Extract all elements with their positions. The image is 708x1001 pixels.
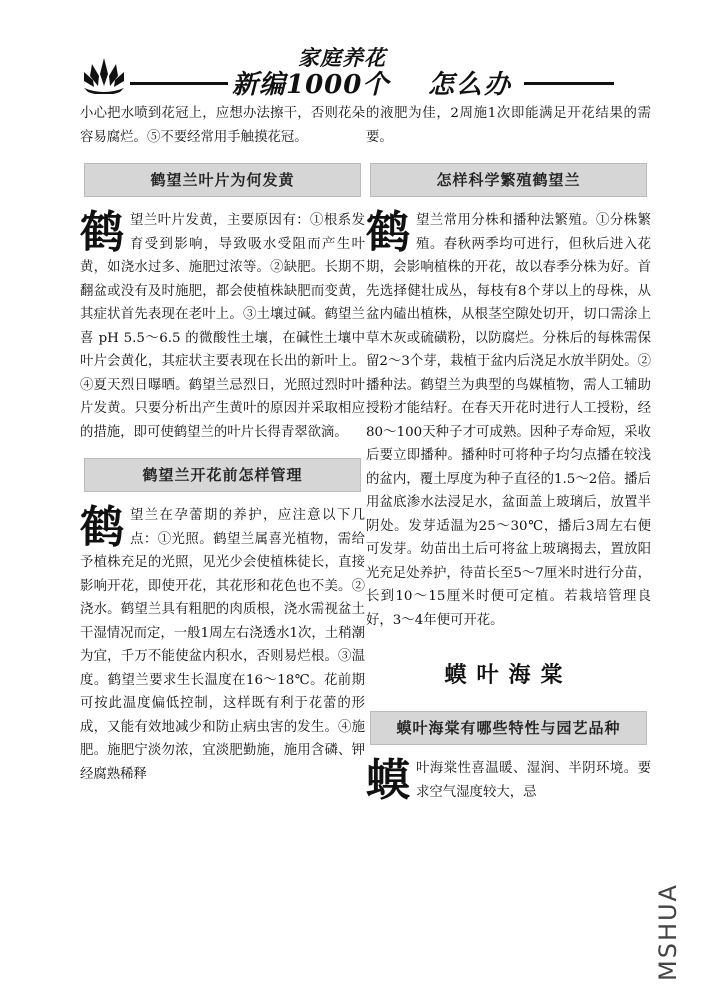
prebloom-care-text: 望兰在孕蕾期的养护，应注意以下几点：①光照。鹤望兰属喜光植物，需给予植株充足的光照，见光少会使植株徒长，直接影响开花，即使开花，其花形和花色也不美。②浇水。鹤望兰具有粗肥的肉质根，浇水需视盆土干湿情况而定，一般1周左右浇透水1次，土稍潮为宜，千万不能使盆内积水，否则易烂根。③温度。鹤望兰要求生长温度在16～18℃。花前期可按此温度偏低控制，这样既有利于花蕾的形成，又能有效地减少和防止病虫害的发生。④施肥。施肥宁淡勿浓，宜淡肥勤施，施用含磷、钾经腐熟稀释 bbox=[80, 508, 365, 782]
watermark-text: MSHUA bbox=[653, 883, 682, 981]
header-tail-title: 怎么办 bbox=[428, 70, 513, 100]
right-intro-paragraph: 的液肥为佳，2周施1次即能满足开花结果的需要。 bbox=[366, 106, 651, 145]
dropcap: 蟆 bbox=[366, 755, 410, 806]
dropcap: 鹤 bbox=[80, 207, 124, 258]
header-rule-left bbox=[130, 82, 228, 85]
prebloom-care-paragraph bbox=[80, 504, 365, 786]
left-intro-paragraph: 小心把水喷到花冠上，应想办法擦干，否则花朵容易腐烂。⑤不要经常用手触摸花冠。 bbox=[80, 106, 365, 145]
yellow-leaves-paragraph bbox=[80, 209, 365, 444]
lotus-logo-icon bbox=[80, 54, 128, 94]
section-heading-propagation: 怎样科学繁殖鹤望兰 bbox=[370, 163, 647, 197]
section-title-begonia: 蟆叶海棠 bbox=[444, 663, 573, 688]
begonia-traits-paragraph bbox=[366, 757, 651, 804]
propagation-text: 望兰常用分株和播种法繁殖。①分株繁殖。春秋两季均可进行，但秋后进入花期，会影响植株的开花，故以春季分株为好。首先选择健壮成丛，每枝有8个芽以上的母株，从盆内磕出植株，从根茎空隙处切开，切口需涂上草木灰或硫磺粉，以防腐烂。分株后的每株需保留2～3个芽，栽植于盆内后浇足水放半阴处。②播种法。鹤望兰为典型的鸟媒植物，需人工辅助授粉才能结籽。在春天开花时进行人工授粉，经80～100天种子才可成熟。因种子寿命短，采收后要立即播种。播种时可将种子均匀点播在较浅的盆内，覆土厚度为种子直径的1.5～2倍。播后用盆底渗水法浸足水，盆面盖上玻璃后，放置半阴处。发芽适温为25～30℃，播后3周左右便可发芽。幼苗出土后可将盆上玻璃揭去，置放阳光充足处养护，待苗长至5～7厘米时进行分苗，长到10～15厘米时便可定植。若栽培管理良好，3～4年便可开花。 bbox=[366, 213, 651, 628]
section-heading-begonia-traits: 蟆叶海棠有哪些特性与园艺品种 bbox=[370, 711, 647, 745]
begonia-traits-text: 叶海棠性喜温暖、湿润、半阴环境。要求空气湿度较大，忌 bbox=[416, 761, 651, 800]
section-heading-prebloom-care: 鹤望兰开花前怎样管理 bbox=[84, 458, 361, 492]
left-column bbox=[80, 102, 365, 786]
yellow-leaves-text: 望兰叶片发黄，主要原因有：①根系发育受到影响，导致吸水受阻而产生叶黄，如浇水过多、施肥过浓等。②缺肥。长期不翻盆或没有及时施肥，都会使植株缺肥而变黄，其症状首先表现在老叶上。③土壤过碱。鹤望兰喜 pH 5.5～6.5 的微酸性土壤，在碱性土壤中叶片会黄化，其症状主要表现在长出的新叶上。④夏天烈日曝晒。鹤望兰忌烈日，光照过烈时叶片发黄。只要分析出产生黄叶的原因并采取相应的措施，即可使鹤望兰的叶片长得青翠欲滴。 bbox=[80, 213, 365, 440]
header-main-title: 新编1000个 bbox=[232, 70, 390, 100]
header-rule-right bbox=[524, 82, 614, 85]
section-heading-yellow-leaves: 鹤望兰叶片为何发黄 bbox=[84, 163, 361, 197]
dropcap: 鹤 bbox=[80, 502, 124, 553]
header-subtitle: 家庭养花 bbox=[298, 45, 386, 70]
propagation-paragraph bbox=[366, 209, 651, 632]
dropcap: 鹤 bbox=[366, 207, 410, 258]
right-column bbox=[366, 102, 651, 804]
watermark bbox=[653, 873, 694, 993]
